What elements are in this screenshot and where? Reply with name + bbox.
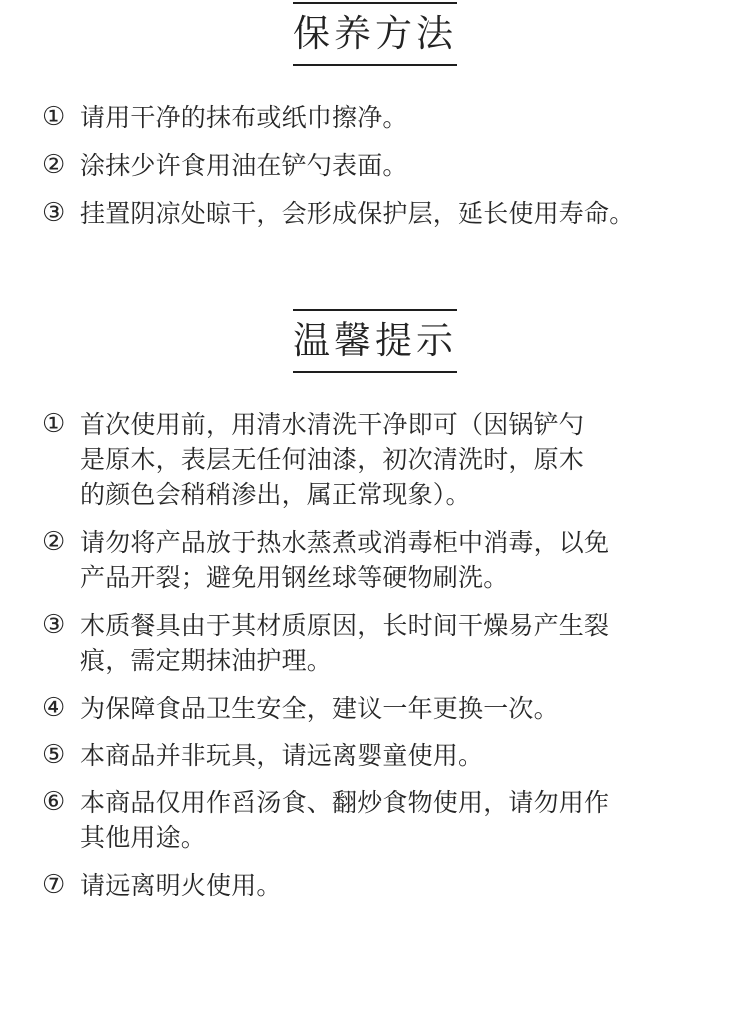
care-item-number: ② (42, 150, 66, 180)
tip-item-number: ② (42, 527, 66, 557)
tip-item (42, 738, 732, 773)
care-item-text: 涂抹少许食用油在铲勺表面。 (80, 151, 408, 180)
tip-item-text: 请勿将产品放于热水蒸煮或消毒柜中消毒，以免 产品开裂；避免用钢丝球等硬物刷洗。 (80, 528, 610, 592)
tip-item-text: 请远离明火使用。 (80, 871, 282, 900)
care-item (42, 100, 732, 135)
tip-item-text: 为保障食品卫生安全，建议一年更换一次。 (80, 694, 559, 723)
tip-item (42, 525, 732, 595)
care-item-number: ① (42, 102, 66, 132)
care-list (42, 100, 732, 244)
care-title: 保养方法 (293, 12, 457, 55)
care-section-header (0, 2, 750, 70)
tips-section-header (0, 309, 750, 377)
tip-item-number: ① (42, 409, 66, 439)
tip-item (42, 868, 732, 903)
care-item (42, 196, 732, 231)
tip-item-number: ④ (42, 693, 66, 723)
tip-item-number: ③ (42, 610, 66, 640)
care-item-text: 请用干净的抹布或纸巾擦净。 (80, 103, 408, 132)
tip-item-text: 首次使用前，用清水清洗干净即可（因锅铲勺 是原木，表层无任何油漆，初次清洗时，原木 的颜色会稍稍渗出，属正常现象）。 (80, 410, 585, 509)
tips-list (42, 407, 732, 915)
tip-item-text: 木质餐具由于其材质原因，长时间干燥易产生裂 痕，需定期抹油护理。 (80, 611, 610, 675)
tip-item-number: ⑤ (42, 740, 66, 770)
tip-item (42, 691, 732, 726)
tip-item (42, 608, 732, 678)
tips-title-bottom-rule (293, 371, 457, 373)
care-title-frame (293, 2, 457, 66)
tip-item-number: ⑦ (42, 870, 66, 900)
care-title-top-rule (293, 2, 457, 4)
tip-item-text: 本商品并非玩具，请远离婴童使用。 (80, 741, 484, 770)
tip-item-text: 本商品仅用作舀汤食、翻炒食物使用，请勿用作 其他用途。 (80, 788, 610, 852)
care-title-bottom-rule (293, 64, 457, 66)
care-item-text: 挂置阴凉处晾干，会形成保护层，延长使用寿命。 (80, 199, 635, 228)
tip-item-number: ⑥ (42, 787, 66, 817)
tips-title-frame (293, 309, 457, 373)
tips-title: 温馨提示 (293, 319, 457, 362)
care-item (42, 148, 732, 183)
tip-item (42, 407, 732, 512)
care-item-number: ③ (42, 198, 66, 228)
tips-title-top-rule (293, 309, 457, 311)
tip-item (42, 785, 732, 855)
